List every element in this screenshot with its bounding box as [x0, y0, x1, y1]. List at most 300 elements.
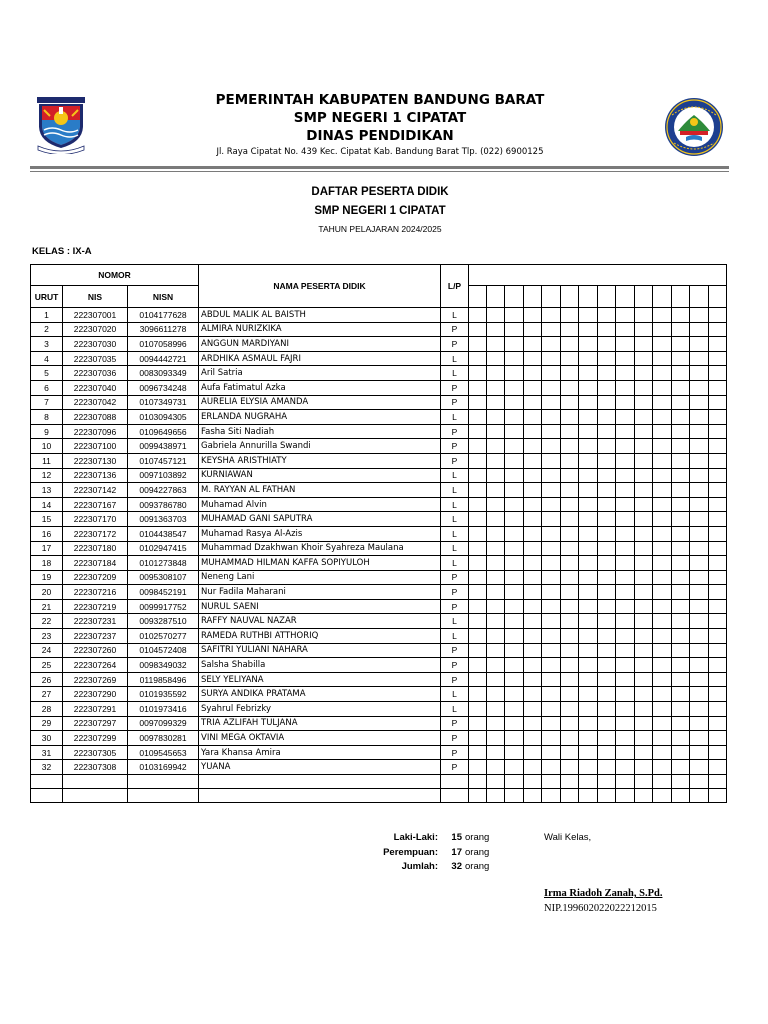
blank-cell — [487, 410, 505, 425]
blank-cell — [524, 658, 542, 673]
nama-cell: MUHAMMAD HILMAN KAFFA SOPIYULOH — [199, 556, 441, 571]
blank-cell — [579, 483, 598, 498]
blank-cell — [672, 585, 690, 600]
blank-cell — [635, 483, 653, 498]
blank-cell — [487, 308, 505, 323]
blank-cell — [542, 672, 561, 687]
blank-cell — [672, 629, 690, 644]
blank-cell — [542, 308, 561, 323]
lp-cell: P — [441, 322, 469, 337]
blank-cell — [616, 366, 635, 381]
lp-cell: L — [441, 366, 469, 381]
blank-cell — [561, 599, 579, 614]
blank-cell — [616, 614, 635, 629]
nis-cell: 222307036 — [63, 366, 128, 381]
blank-cell — [709, 439, 727, 454]
blank-cell — [524, 760, 542, 775]
blank-cell — [579, 395, 598, 410]
lp-cell: L — [441, 351, 469, 366]
blank-cell — [524, 512, 542, 527]
blank-cell — [672, 716, 690, 731]
blank-cell — [709, 497, 727, 512]
blank-cell — [542, 702, 561, 717]
blank-cell — [469, 614, 487, 629]
blank-cell — [653, 716, 672, 731]
lp-cell: P — [441, 380, 469, 395]
blank-cell — [469, 570, 487, 585]
blank-cell — [616, 629, 635, 644]
blank-cell — [469, 541, 487, 556]
blank-cell — [579, 687, 598, 702]
nama-cell: Yara Khansa Amira — [199, 745, 441, 760]
urut-cell: 22 — [31, 614, 63, 629]
blank-cell — [524, 702, 542, 717]
blank-cell — [469, 512, 487, 527]
urut-cell: 28 — [31, 702, 63, 717]
blank-cell — [653, 702, 672, 717]
blank-cell — [469, 497, 487, 512]
blank-cell — [128, 789, 199, 803]
blank-cell — [524, 468, 542, 483]
nama-cell: Salsha Shabilla — [199, 658, 441, 673]
urut-cell: 2 — [31, 322, 63, 337]
blank-cell — [598, 497, 616, 512]
blank-cell — [598, 424, 616, 439]
table-row — [31, 424, 727, 439]
table-row — [31, 629, 727, 644]
blank-cell — [469, 687, 487, 702]
blank-cell — [653, 512, 672, 527]
blank-cell — [561, 483, 579, 498]
blank-cell — [524, 570, 542, 585]
nisn-cell: 0097830281 — [128, 731, 199, 746]
blank-cell — [690, 702, 709, 717]
blank-cell — [542, 512, 561, 527]
blank-cell — [542, 439, 561, 454]
blank-cell — [672, 643, 690, 658]
blank-cell — [561, 351, 579, 366]
blank-cell — [505, 672, 524, 687]
blank-cell — [542, 483, 561, 498]
blank-cell — [505, 526, 524, 541]
blank-cell — [579, 424, 598, 439]
blank-cell — [469, 322, 487, 337]
header-nis: NIS — [63, 286, 128, 308]
nis-cell: 222307269 — [63, 672, 128, 687]
nis-cell: 222307020 — [63, 322, 128, 337]
urut-cell: 10 — [31, 439, 63, 454]
blank-cell — [690, 760, 709, 775]
nis-cell: 222307142 — [63, 483, 128, 498]
nama-cell: Muhamad Rasya Al-Azis — [199, 526, 441, 541]
blank-cell — [579, 497, 598, 512]
blank-cell — [690, 439, 709, 454]
urut-cell: 19 — [31, 570, 63, 585]
blank-cell — [635, 614, 653, 629]
blank-cell — [128, 775, 199, 789]
blank-cell — [487, 337, 505, 352]
class-label: KELAS : IX-A — [32, 246, 92, 257]
blank-cell — [487, 731, 505, 746]
blank-cell — [598, 337, 616, 352]
blank-cell — [653, 308, 672, 323]
blank-cell — [616, 380, 635, 395]
blank-cell — [524, 775, 542, 789]
lp-cell: P — [441, 760, 469, 775]
table-row — [31, 745, 727, 760]
nis-cell: 222307167 — [63, 497, 128, 512]
table-row — [31, 614, 727, 629]
blank-cell — [505, 395, 524, 410]
lp-cell: P — [441, 658, 469, 673]
blank-cell — [616, 526, 635, 541]
blank-cell — [709, 395, 727, 410]
blank-cell — [505, 570, 524, 585]
blank-cell — [598, 556, 616, 571]
nama-cell: TRIA AZLIFAH TULJANA — [199, 716, 441, 731]
nis-cell: 222307035 — [63, 351, 128, 366]
laki-label: Laki-Laki: — [393, 832, 438, 843]
nis-cell: 222307308 — [63, 760, 128, 775]
nama-cell: Nur Fadila Maharani — [199, 585, 441, 600]
blank-cell — [690, 512, 709, 527]
blank-cell — [598, 512, 616, 527]
nisn-cell: 0104438547 — [128, 526, 199, 541]
blank-cell — [635, 541, 653, 556]
blank-cell — [542, 658, 561, 673]
blank-cell — [542, 643, 561, 658]
blank-cell — [579, 308, 598, 323]
blank-cell — [635, 585, 653, 600]
lp-cell: P — [441, 453, 469, 468]
urut-cell: 20 — [31, 585, 63, 600]
urut-cell: 29 — [31, 716, 63, 731]
blank-cell — [505, 483, 524, 498]
blank-cell — [709, 556, 727, 571]
blank-cell — [505, 687, 524, 702]
urut-cell: 11 — [31, 453, 63, 468]
header-divider — [30, 166, 729, 169]
jumlah-unit: orang — [465, 861, 490, 872]
blank-cell — [616, 410, 635, 425]
blank-cell — [524, 716, 542, 731]
blank-cell — [561, 512, 579, 527]
perempuan-unit: orang — [465, 846, 490, 858]
blank-cell — [672, 599, 690, 614]
nis-cell: 222307216 — [63, 585, 128, 600]
blank-cell — [487, 672, 505, 687]
blank-cell — [635, 468, 653, 483]
blank-cell — [616, 351, 635, 366]
nama-cell: Muhamad Alvin — [199, 497, 441, 512]
nisn-cell: 0109649656 — [128, 424, 199, 439]
blank-cell — [709, 366, 727, 381]
blank-cell — [598, 468, 616, 483]
blank-cell — [598, 453, 616, 468]
blank-cell — [542, 585, 561, 600]
nis-cell: 222307130 — [63, 453, 128, 468]
blank-cell — [469, 643, 487, 658]
blank-cell — [505, 541, 524, 556]
table-row — [31, 497, 727, 512]
blank-cell — [579, 380, 598, 395]
blank-cell — [469, 395, 487, 410]
nama-cell: VINI MEGA OKTAVIA — [199, 731, 441, 746]
urut-cell: 31 — [31, 745, 63, 760]
blank-cell — [690, 322, 709, 337]
blank-cell — [487, 570, 505, 585]
blank-cell — [469, 556, 487, 571]
nisn-cell: 0097103892 — [128, 468, 199, 483]
blank-cell — [690, 687, 709, 702]
blank-cell — [561, 439, 579, 454]
blank-cell — [690, 731, 709, 746]
nisn-cell: 0098349032 — [128, 658, 199, 673]
blank-cell — [672, 497, 690, 512]
blank-cell — [672, 541, 690, 556]
blank-cell — [505, 322, 524, 337]
nisn-cell: 0093786780 — [128, 497, 199, 512]
blank-cell — [579, 541, 598, 556]
blank-cell — [635, 716, 653, 731]
blank-cell — [653, 556, 672, 571]
blank-cell — [672, 775, 690, 789]
blank-cell — [598, 702, 616, 717]
blank-cell — [653, 453, 672, 468]
blank-cell — [469, 483, 487, 498]
blank-cell — [690, 541, 709, 556]
blank-cell — [561, 716, 579, 731]
blank-cell — [709, 512, 727, 527]
gender-summary — [360, 832, 505, 876]
table-row — [31, 322, 727, 337]
blank-cell — [653, 687, 672, 702]
blank-cell — [672, 702, 690, 717]
blank-cell — [616, 716, 635, 731]
nisn-cell: 0102570277 — [128, 629, 199, 644]
blank-cell — [505, 599, 524, 614]
blank-cell — [598, 643, 616, 658]
nis-cell: 222307170 — [63, 512, 128, 527]
blank-cell — [561, 556, 579, 571]
blank-cell — [505, 745, 524, 760]
blank-cell — [690, 366, 709, 381]
lp-cell: L — [441, 687, 469, 702]
nama-cell: ALMIRA NURIZKIKA — [199, 322, 441, 337]
blank-cell — [635, 453, 653, 468]
nis-cell: 222307219 — [63, 599, 128, 614]
blank-cell — [469, 526, 487, 541]
blank-cell — [469, 468, 487, 483]
empty-row — [31, 775, 727, 789]
blank-cell — [690, 629, 709, 644]
blank-cell — [709, 614, 727, 629]
lp-cell: P — [441, 643, 469, 658]
lp-cell: P — [441, 570, 469, 585]
header-blank-cell — [505, 286, 524, 308]
blank-cell — [524, 497, 542, 512]
blank-cell — [709, 570, 727, 585]
wali-kelas-label: Wali Kelas, — [544, 832, 592, 843]
blank-cell — [469, 439, 487, 454]
blank-cell — [709, 410, 727, 425]
blank-cell — [199, 789, 441, 803]
urut-cell: 18 — [31, 556, 63, 571]
blank-cell — [561, 745, 579, 760]
lp-cell: P — [441, 395, 469, 410]
blank-cell — [672, 322, 690, 337]
blank-cell — [524, 308, 542, 323]
blank-cell — [561, 702, 579, 717]
blank-cell — [524, 380, 542, 395]
blank-cell — [635, 672, 653, 687]
blank-cell — [653, 497, 672, 512]
blank-cell — [690, 410, 709, 425]
urut-cell: 27 — [31, 687, 63, 702]
blank-cell — [199, 775, 441, 789]
blank-cell — [616, 453, 635, 468]
blank-cell — [487, 366, 505, 381]
nis-cell: 222307290 — [63, 687, 128, 702]
blank-cell — [709, 789, 727, 803]
blank-cell — [598, 366, 616, 381]
blank-cell — [616, 585, 635, 600]
blank-cell — [487, 424, 505, 439]
blank-cell — [653, 614, 672, 629]
blank-cell — [579, 775, 598, 789]
blank-cell — [616, 760, 635, 775]
blank-cell — [579, 629, 598, 644]
blank-cell — [690, 337, 709, 352]
blank-cell — [561, 453, 579, 468]
blank-cell — [505, 424, 524, 439]
nama-cell: KURNIAWAN — [199, 468, 441, 483]
table-row — [31, 526, 727, 541]
nis-cell: 222307260 — [63, 643, 128, 658]
blank-cell — [616, 468, 635, 483]
blank-cell — [579, 351, 598, 366]
blank-cell — [524, 337, 542, 352]
blank-cell — [487, 512, 505, 527]
blank-cell — [672, 672, 690, 687]
blank-cell — [579, 585, 598, 600]
blank-cell — [635, 512, 653, 527]
blank-cell — [487, 483, 505, 498]
blank-cell — [487, 643, 505, 658]
blank-cell — [709, 731, 727, 746]
nis-cell: 222307297 — [63, 716, 128, 731]
blank-cell — [441, 775, 469, 789]
blank-cell — [672, 760, 690, 775]
blank-cell — [653, 395, 672, 410]
blank-cell — [487, 629, 505, 644]
table-row — [31, 672, 727, 687]
blank-cell — [542, 337, 561, 352]
urut-cell: 15 — [31, 512, 63, 527]
blank-cell — [469, 702, 487, 717]
urut-cell: 7 — [31, 395, 63, 410]
blank-cell — [561, 541, 579, 556]
blank-cell — [579, 439, 598, 454]
nama-cell: Syahrul Febrizky — [199, 702, 441, 717]
blank-cell — [598, 672, 616, 687]
nis-cell: 222307299 — [63, 731, 128, 746]
lp-cell: L — [441, 541, 469, 556]
blank-cell — [709, 672, 727, 687]
blank-cell — [616, 643, 635, 658]
blank-cell — [524, 526, 542, 541]
blank-cell — [561, 775, 579, 789]
blank-cell — [616, 322, 635, 337]
blank-cell — [542, 380, 561, 395]
blank-cell — [487, 322, 505, 337]
urut-cell: 14 — [31, 497, 63, 512]
blank-cell — [561, 643, 579, 658]
blank-cell — [542, 599, 561, 614]
urut-cell: 17 — [31, 541, 63, 556]
blank-cell — [690, 775, 709, 789]
lp-cell: L — [441, 410, 469, 425]
urut-cell: 16 — [31, 526, 63, 541]
blank-cell — [653, 424, 672, 439]
header-line-2: SMP NEGERI 1 CIPATAT — [293, 110, 467, 126]
blank-cell — [653, 366, 672, 381]
blank-cell — [690, 526, 709, 541]
blank-cell — [690, 789, 709, 803]
blank-cell — [635, 526, 653, 541]
blank-cell — [709, 380, 727, 395]
blank-cell — [709, 308, 727, 323]
table-row — [31, 687, 727, 702]
nisn-cell: 0119858496 — [128, 672, 199, 687]
header-blank-cell — [542, 286, 561, 308]
blank-cell — [487, 468, 505, 483]
blank-cell — [579, 337, 598, 352]
blank-cell — [31, 789, 63, 803]
blank-cell — [709, 643, 727, 658]
blank-cell — [469, 585, 487, 600]
blank-cell — [524, 351, 542, 366]
table-row — [31, 760, 727, 775]
blank-cell — [469, 745, 487, 760]
blank-cell — [690, 599, 709, 614]
blank-cell — [542, 453, 561, 468]
blank-cell — [672, 439, 690, 454]
header-lp: L/P — [441, 265, 469, 308]
blank-cell — [469, 658, 487, 673]
blank-cell — [653, 468, 672, 483]
nama-cell: Muhammad Dzakhwan Khoir Syahreza Maulana — [199, 541, 441, 556]
blank-cell — [653, 380, 672, 395]
lp-cell: L — [441, 483, 469, 498]
blank-cell — [487, 745, 505, 760]
nama-cell: MUHAMAD GANI SAPUTRA — [199, 512, 441, 527]
blank-cell — [487, 453, 505, 468]
blank-cell — [672, 687, 690, 702]
blank-cell — [469, 410, 487, 425]
blank-cell — [542, 570, 561, 585]
school-address: Jl. Raya Cipatat No. 439 Kec. Cipatat Kab. Bandung Barat Tlp. (022) 6900125 — [216, 147, 544, 157]
blank-cell — [616, 775, 635, 789]
blank-cell — [561, 789, 579, 803]
blank-cell — [635, 351, 653, 366]
jumlah-label: Jumlah: — [401, 861, 438, 872]
blank-cell — [579, 643, 598, 658]
lp-cell: P — [441, 731, 469, 746]
blank-cell — [672, 366, 690, 381]
blank-cell — [487, 497, 505, 512]
header-line-1: PEMERINTAH KABUPATEN BANDUNG BARAT — [215, 92, 545, 108]
